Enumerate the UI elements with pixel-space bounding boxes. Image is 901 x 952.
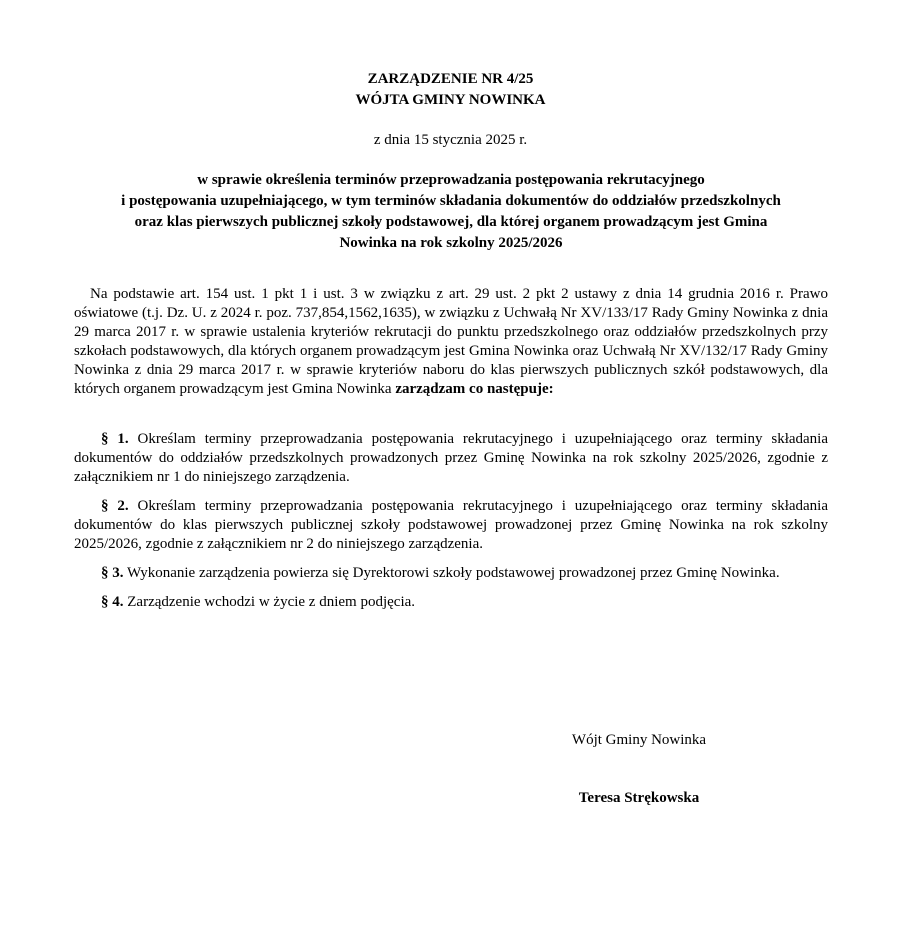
paragraph-number: § 1.	[101, 431, 129, 447]
paragraph-1	[74, 430, 828, 487]
signature-name: Teresa Strękowska	[578, 790, 700, 806]
document-date: z dnia 15 stycznia 2025 r.	[373, 132, 528, 148]
paragraph-3	[74, 564, 828, 583]
paragraph-number: § 4.	[101, 594, 124, 610]
paragraph-text: Określam terminy przeprowadzania postępowania rekrutacyjnego i uzupełniającego oraz terminy składania dokumentów do oddziałów przedszkolnych prowadzonych przez Gminę Nowinka na rok szkolny 2025/2026, zgodnie z załącznikiem nr 1 do niniejszego zarządzenia.	[74, 431, 829, 485]
paragraph-text: Określam terminy przeprowadzania postępowania rekrutacyjnego i uzupełniającego oraz terminy składania dokumentów do klas pierwszych publicznej szkoły podstawowej prowadzonej przez Gminę Nowinka na rok szkolny 2025/2026, zgodnie z załącznikiem nr 2 do niniejszego zarządzenia.	[74, 498, 829, 552]
paragraph-number: § 3.	[101, 565, 124, 581]
signature-role: Wójt Gminy Nowinka	[571, 732, 707, 748]
subject-line-2: i postępowania uzupełniającego, w tym terminów składania dokumentów do oddziałów przedszkolnych	[121, 193, 781, 209]
document-title	[0, 69, 901, 111]
paragraph-4	[74, 593, 828, 612]
paragraph-number: § 2.	[101, 498, 129, 514]
paragraph-text: Zarządzenie wchodzi w życie z dniem podjęcia.	[123, 594, 416, 610]
document-subject	[74, 170, 828, 254]
paragraphs-section	[74, 430, 828, 622]
paragraph-2	[74, 497, 828, 554]
subject-line-3: oraz klas pierwszych publicznej szkoły podstawowej, dla której organem prowadzącym jest Gmina	[134, 214, 768, 230]
legal-basis-text: Na podstawie art. 154 ust. 1 pkt 1 i ust. 3 w związku z art. 29 ust. 2 pkt 2 ustawy z dnia 14 grudnia 2016 r. Prawo oświatowe (t.j. Dz. U. z 2024 r. poz. 737,854,1562,1635), w związku z Uchwałą Nr XV/133/17 Rady Gminy Nowinka z dnia 29 marca 2017 r. w sprawie ustalenia kryteriów rekrutacji do punktu przedszkolnego oraz oddziałów przedszkolnych przy szkołach podstawowych, dla których organem prowadzącym jest Gmina Nowinka oraz Uchwałą Nr XV/132/17 Rady Gminy Nowinka z dnia 29 marca 2017 r. w sprawie kryteriów naboru do klas pierwszych publicznych szkół podstawowych, dla których organem prowadzącym jest Gmina Nowinka	[74, 286, 828, 397]
title-line-1: ZARZĄDZENIE NR 4/25	[367, 71, 534, 87]
title-line-2: WÓJTA GMINY NOWINKA	[355, 92, 546, 108]
paragraph-text: Wykonanie zarządzenia powierza się Dyrektorowi szkoły podstawowej prowadzonej przez Gminę Nowinka.	[123, 565, 780, 581]
legal-basis-paragraph	[74, 285, 828, 399]
subject-line-4: Nowinka na rok szkolny 2025/2026	[339, 235, 563, 251]
subject-line-1: w sprawie określenia terminów przeprowadzania postępowania rekrutacyjnego	[197, 172, 705, 188]
legal-basis-emphasis: zarządzam co następuje:	[395, 381, 554, 397]
